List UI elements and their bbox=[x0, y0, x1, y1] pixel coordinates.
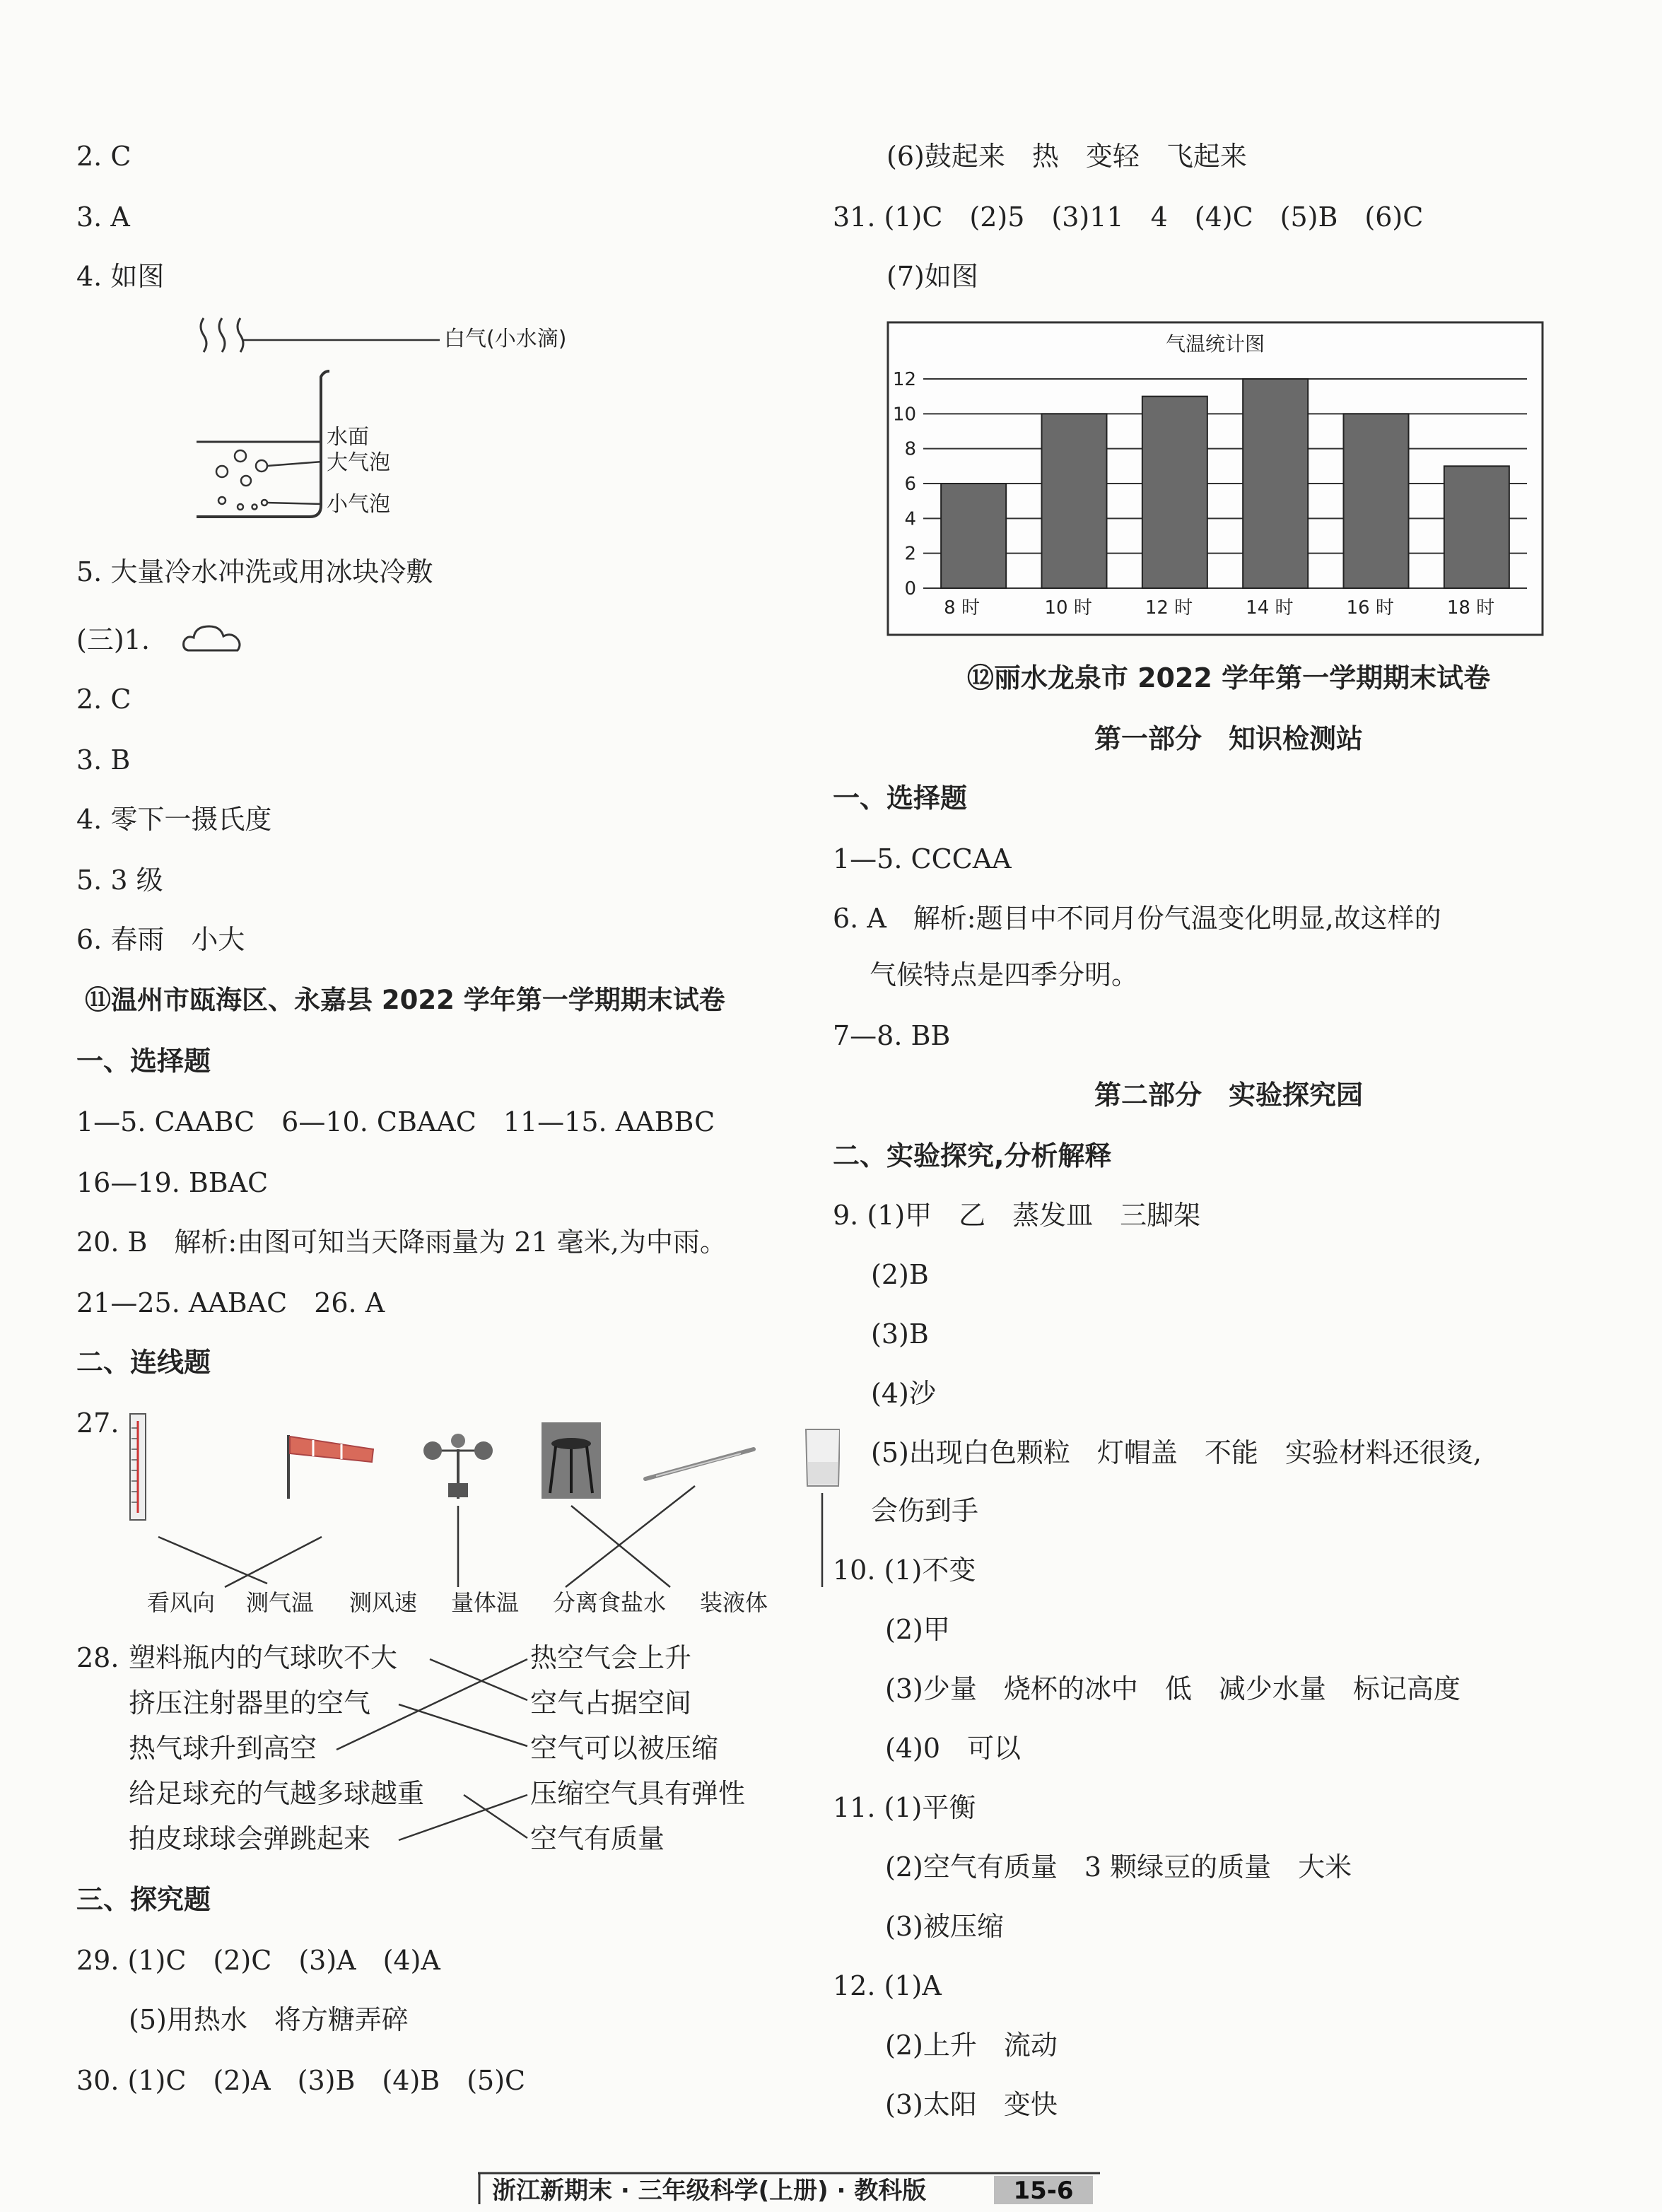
steam-icon bbox=[201, 318, 206, 352]
answer-line: 12. (1)A bbox=[833, 1970, 942, 2001]
y-tick-label: 8 bbox=[904, 438, 916, 460]
clinical-thermometer-icon bbox=[645, 1449, 754, 1479]
x-tick-label: 14 时 bbox=[1246, 597, 1294, 619]
page-number: 15-6 bbox=[1013, 2177, 1074, 2205]
section-heading: 二、连线题 bbox=[76, 1347, 211, 1378]
q28-right-item: 压缩空气具有弹性 bbox=[530, 1778, 746, 1809]
answer-line: 4. 如图 bbox=[76, 261, 165, 292]
bar bbox=[1344, 414, 1409, 588]
beaker-figure bbox=[197, 315, 592, 527]
y-tick-label: 10 bbox=[892, 404, 916, 426]
chart-title: 气温统计图 bbox=[1165, 332, 1265, 356]
section-heading: 一、选择题 bbox=[76, 1046, 211, 1077]
answer-line: (2)空气有质量 3 颗绿豆的质量 大米 bbox=[885, 1851, 1352, 1883]
answer-line: 4. 零下一摄氏度 bbox=[76, 804, 272, 835]
answer-line: (2)B bbox=[871, 1259, 929, 1290]
answer-line: (2)上升 流动 bbox=[885, 2030, 1058, 2061]
answer-line: 3. A bbox=[76, 201, 130, 233]
answer-line: 5. 3 级 bbox=[76, 865, 163, 896]
y-tick-label: 0 bbox=[904, 578, 916, 599]
section-heading: 一、选择题 bbox=[833, 783, 968, 814]
answer-line: (3)被压缩 bbox=[885, 1911, 1004, 1942]
exam-11-title: ⑪温州市瓯海区、永嘉县 2022 学年第一学期期末试卷 bbox=[85, 985, 725, 1015]
label-big-bubble: 大气泡 bbox=[327, 450, 390, 475]
answer-line: 10. (1)不变 bbox=[833, 1555, 976, 1586]
beaker-icon bbox=[806, 1429, 840, 1486]
answer-line: (3)太阳 变快 bbox=[885, 2089, 1058, 2120]
answer-line: 9. (1)甲 乙 蒸发皿 三脚架 bbox=[833, 1200, 1201, 1231]
steam-icon bbox=[238, 318, 243, 352]
matching-lines bbox=[158, 1486, 822, 1587]
bar bbox=[1042, 414, 1107, 588]
answer-line: 2. C bbox=[76, 684, 131, 715]
answer-line: 7—8. BB bbox=[833, 1020, 951, 1051]
page-footer bbox=[478, 2170, 1100, 2206]
q28-left-item: 热气球升到高空 bbox=[129, 1733, 317, 1764]
x-tick-label: 8 时 bbox=[944, 597, 980, 619]
q28-right-item: 空气占据空间 bbox=[530, 1687, 692, 1719]
temperature-chart bbox=[886, 321, 1544, 636]
answer-line: 6. A 解析:题目中不同月份气温变化明显,故这样的 bbox=[833, 903, 1441, 934]
answer-line: (4)0 可以 bbox=[885, 1733, 1022, 1764]
answer-line: 30. (1)C (2)A (3)B (4)B (5)C bbox=[76, 2065, 526, 2096]
answer-line: 3. B bbox=[76, 744, 131, 776]
q28-right-item: 空气可以被压缩 bbox=[530, 1733, 719, 1764]
answer-line: 16—19. BBAC bbox=[76, 1167, 269, 1198]
answer-line: 21—25. AABAC 26. A bbox=[76, 1287, 385, 1318]
exam-12-title: ⑫丽水龙泉市 2022 学年第一学期期末试卷 bbox=[966, 662, 1491, 694]
answer-line: 5. 大量冷水冲洗或用冰块冷敷 bbox=[76, 556, 433, 587]
beaker-outline bbox=[197, 371, 329, 517]
q28-left-item: 塑料瓶内的气球吹不大 bbox=[129, 1642, 398, 1673]
q28-left-item: 挤压注射器里的空气 bbox=[129, 1687, 371, 1719]
answer-line: 29. (1)C (2)C (3)A (4)A bbox=[76, 1945, 440, 1976]
x-tick-label: 16 时 bbox=[1346, 597, 1394, 619]
answer-line: 气候特点是四季分明。 bbox=[870, 959, 1139, 990]
part-heading: 第一部分 知识检测站 bbox=[1094, 723, 1363, 754]
cloud-icon bbox=[181, 622, 252, 657]
answer-line: 11. (1)平衡 bbox=[833, 1792, 976, 1823]
match-label: 测风速 bbox=[349, 1589, 418, 1616]
x-tick-label: 10 时 bbox=[1044, 597, 1092, 619]
label-steam: 白气(小水滴) bbox=[444, 327, 567, 351]
tripod-icon bbox=[542, 1422, 601, 1499]
answer-line: (4)沙 bbox=[871, 1378, 936, 1409]
q28-right-item: 空气有质量 bbox=[530, 1823, 665, 1854]
match-label: 分离食盐水 bbox=[553, 1589, 667, 1616]
footer-title: 浙江新期末 · 三年级科学(上册) · 教科版 bbox=[492, 2177, 927, 2205]
answer-line: (5)用热水 将方糖弄碎 bbox=[129, 2004, 409, 2035]
answer-line: (7)如图 bbox=[886, 261, 978, 292]
bar bbox=[1142, 397, 1207, 588]
q28-left-item: 给足球充的气越多球越重 bbox=[129, 1778, 425, 1809]
q28-left-item: 拍皮球球会弹跳起来 bbox=[129, 1823, 371, 1854]
windsock-icon bbox=[288, 1435, 373, 1499]
bar bbox=[1444, 466, 1509, 588]
match-label: 看风向 bbox=[147, 1589, 216, 1616]
bar bbox=[941, 484, 1006, 588]
thermometer-icon bbox=[130, 1414, 146, 1520]
answer-line: 会伤到手 bbox=[871, 1495, 979, 1526]
section-heading: 三、探究题 bbox=[76, 1884, 211, 1915]
label-small-bubble: 小气泡 bbox=[327, 492, 390, 517]
answer-line: (三)1. bbox=[76, 624, 150, 655]
answer-line: (3)B bbox=[871, 1318, 929, 1350]
steam-icon bbox=[219, 318, 225, 352]
y-tick-label: 6 bbox=[904, 474, 916, 495]
label-surface: 水面 bbox=[327, 425, 369, 450]
match-label: 测气温 bbox=[246, 1589, 315, 1616]
answer-line: 6. 春雨 小大 bbox=[76, 924, 245, 955]
answer-line: (5)出现白色颗粒 灯帽盖 不能 实验材料还很烫, bbox=[871, 1437, 1482, 1468]
x-tick-label: 18 时 bbox=[1446, 597, 1495, 619]
answer-line: 2. C bbox=[76, 141, 131, 172]
y-tick-label: 12 bbox=[892, 369, 916, 390]
answer-line: 20. B 解析:由图可知当天降雨量为 21 毫米,为中雨。 bbox=[76, 1227, 727, 1258]
anemometer-icon bbox=[423, 1434, 493, 1499]
q28-right-item: 热空气会上升 bbox=[530, 1642, 692, 1673]
y-tick-label: 4 bbox=[904, 508, 916, 530]
answer-line: (3)少量 烧杯的冰中 低 减少水量 标记高度 bbox=[885, 1673, 1461, 1704]
q28-matching-lines bbox=[76, 1633, 790, 1866]
answer-line: 1—5. CAABC 6—10. CBAAC 11—15. AABBC bbox=[76, 1106, 715, 1137]
part-heading: 第二部分 实验探究园 bbox=[1094, 1079, 1363, 1111]
question-number: 28. bbox=[76, 1642, 119, 1673]
answer-line: 31. (1)C (2)5 (3)11 4 (4)C (5)B (6)C bbox=[833, 201, 1424, 233]
question-number: 27. bbox=[76, 1408, 119, 1439]
x-tick-label: 12 时 bbox=[1145, 597, 1193, 619]
match-label: 量体温 bbox=[451, 1589, 520, 1616]
answer-line: 1—5. CCCAA bbox=[833, 843, 1012, 874]
section-heading: 二、实验探究,分析解释 bbox=[833, 1140, 1112, 1171]
answer-line: (2)甲 bbox=[885, 1614, 950, 1645]
bar bbox=[1243, 379, 1308, 588]
y-tick-label: 2 bbox=[904, 543, 916, 565]
match-label: 装液体 bbox=[700, 1589, 768, 1616]
answer-line: (6)鼓起来 热 变轻 飞起来 bbox=[886, 141, 1247, 172]
